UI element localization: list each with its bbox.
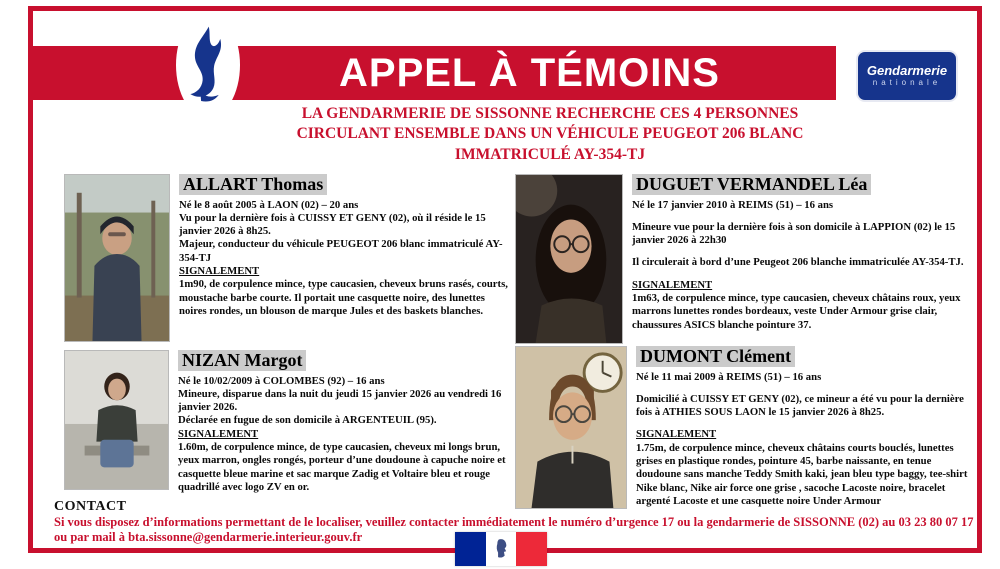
flag-blue-stripe	[455, 532, 486, 566]
person-description: 1m63, de corpulence mince, type caucasien, cheveux châtains roux, yeux marrons lunettes rondes bordeaux, veste Under Armour grise clair, chaussures ASICS blanche pointure 37.	[632, 292, 961, 331]
person-card-nizan-margot	[64, 350, 510, 494]
signalement-label: SIGNALEMENT	[178, 427, 259, 440]
title-banner	[33, 46, 836, 100]
flag-red-stripe	[516, 532, 547, 566]
person-detail: Domicilié à CUISSY ET GENY (02), ce mineur a été vu pour la dernière fois à ATHIES SOUS LAON le 15 janvier 2026 à 8h25.	[636, 392, 964, 419]
person-info-clement	[636, 346, 977, 509]
gendarmerie-brand-text: Gendarmerie	[866, 63, 948, 79]
person-name: DUGUET VERMANDEL Léa	[632, 174, 871, 195]
signalement-label: SIGNALEMENT	[632, 278, 713, 291]
person-birth: Né le 8 août 2005 à LAON (02) – 20 ans	[179, 198, 359, 211]
french-flag-logo	[455, 532, 547, 566]
flame-icon	[185, 19, 231, 111]
signalement-label: SIGNALEMENT	[179, 265, 260, 278]
person-description: 1.75m, de corpulence mince, cheveux châtains courts bouclés, lunettes grises en plastique rondes, pointure 45, barbe naissante, en tenue doudoune sans manche Teddy Smith kaki, jean bleu type baggy, tee-shirt Nike blanc, Nike air force one grise , sacoche Lacoste noire, bracelet argenté Lacoste et une casquette noire Under Armour	[636, 441, 968, 507]
person-birth: Né le 10/02/2009 à COLOMBES (92) – 16 ans	[178, 374, 385, 387]
person-detail: Vu pour la dernière fois à CUISSY ET GENY (02), où il réside le 15 janvier 2026 à 8h25.	[179, 211, 486, 238]
photo-nizan-margot	[64, 350, 169, 490]
person-name: ALLART Thomas	[179, 174, 327, 195]
person-card-duguet-vermandel-lea	[515, 174, 977, 344]
signalement-label: SIGNALEMENT	[636, 428, 717, 441]
person-detail: Déclarée en fugue de son domicile à ARGENTEUIL (95).	[178, 414, 437, 427]
photo-clement-illustration	[516, 347, 626, 508]
gendarmerie-nationale-logo	[858, 52, 956, 100]
contact-label: CONTACT	[54, 499, 127, 514]
headline-line-2: CIRCULANT ENSEMBLE DANS UN VÉHICULE PEUGEOT 206 BLANC	[296, 125, 804, 143]
headline-line-1: LA GENDARMERIE DE SISSONNE RECHERCHE CES 4 PERSONNES	[301, 105, 799, 122]
gendarmerie-flame-logo	[176, 12, 240, 118]
person-detail: Il circulerait à bord d’une Peugeot 206 blanche immatriculée AY-354-TJ.	[632, 256, 964, 269]
photo-margot-illustration	[65, 351, 168, 489]
photo-thomas-illustration	[65, 175, 169, 341]
headline-line-3: IMMATRICULÉ AY-354-TJ	[454, 145, 646, 163]
person-card-allart-thomas	[64, 174, 510, 342]
photo-duguet-vermandel-lea	[515, 174, 623, 344]
person-info-lea	[632, 174, 977, 344]
poster-headline	[240, 104, 860, 165]
person-info-thomas	[179, 174, 510, 342]
person-detail: Mineure vue pour la dernière fois à son domicile à LAPPION (02) le 15 janvier 2026 à 22h30	[632, 220, 956, 247]
photo-dumont-clement	[515, 346, 627, 509]
contact-text: Si vous disposez d’informations permettant de le localiser, veuillez contacter immédiatement le numéro d’urgence 17 ou la gendarmerie de SISSONNE (02) au 03 23 80 07 17 ou par mail à bta.sissonne@gendarmerie.interieur.gouv.fr	[54, 515, 974, 545]
marianne-profile-icon	[490, 536, 512, 562]
person-info-margot	[178, 350, 510, 494]
person-description: 1.60m, de corpulence mince, de type caucasien, cheveux mi longs brun, yeux marron, ongles rongés, porteur d’une doudoune à capuche noire et casquette bleue marine et sac marque Zadig et Voltaire bleu et rouge quadrillé avec logo ZV en or.	[178, 441, 506, 493]
photo-allart-thomas	[64, 174, 170, 342]
person-detail: Mineure, disparue dans la nuit du jeudi 15 janvier 2026 au vendredi 16 janvier 2026.	[178, 387, 502, 414]
person-card-dumont-clement	[515, 346, 977, 509]
person-birth: Né le 17 janvier 2010 à REIMS (51) – 16 ans	[632, 198, 834, 211]
flag-white-stripe	[486, 532, 517, 566]
person-birth: Né le 11 mai 2009 à REIMS (51) – 16 ans	[636, 370, 822, 383]
person-name: NIZAN Margot	[178, 350, 306, 371]
gendarmerie-sub-text: nationale	[872, 78, 942, 88]
poster-title: APPEL À TÉMOINS	[339, 50, 720, 95]
photo-lea-illustration	[516, 175, 622, 343]
person-description: 1m90, de corpulence mince, type caucasien, cheveux bruns rasés, courts, moustache barbe courte. Il portait une casquette noire, des lunettes noires rondes, un blouson de marque Jules et des baskets blanches.	[179, 278, 508, 317]
person-name: DUMONT Clément	[636, 346, 795, 367]
person-detail: Majeur, conducteur du véhicule PEUGEOT 206 blanc immatriculé AY-354-TJ	[179, 238, 503, 264]
